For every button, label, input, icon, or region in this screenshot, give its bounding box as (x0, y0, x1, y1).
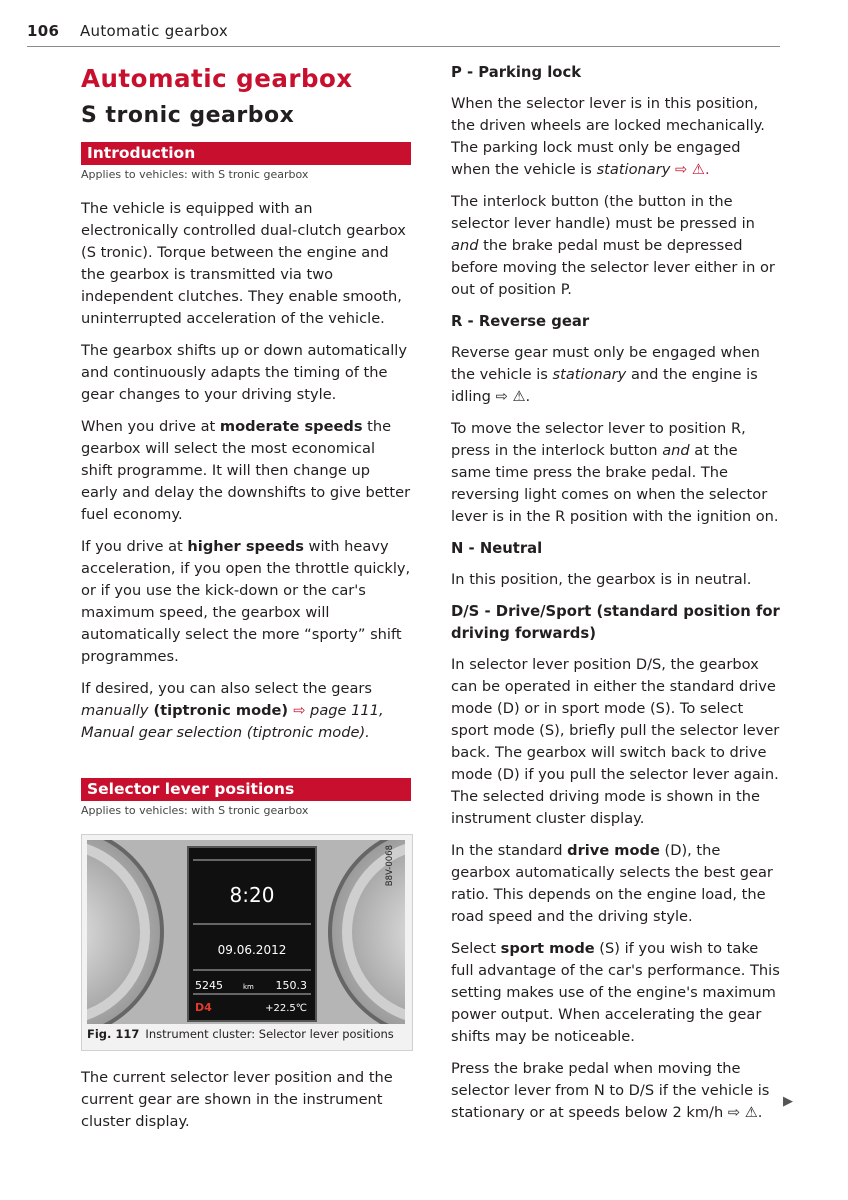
parking-paragraph-1: When the selector lever is in this position, the driven wheels are locked mechanically. The parking lock must only be engaged when the vehicle is stationary ⇨ ⚠. (451, 95, 765, 178)
link-arrow-icon: ⇨ (293, 702, 306, 719)
left-column (81, 62, 411, 1143)
display-odometer: 5245 (195, 979, 223, 992)
display-temperature: +22.5℃ (265, 1003, 307, 1014)
instrument-cluster-image (87, 840, 405, 1024)
drive-paragraph-1: In selector lever position D/S, the gearbox can be operated in either the standard drive mode (D) or in sport mode (S). To select sport mode (S), briefly pull the selector lever back. The gearbox will switch back to drive mode (D) if you pull the selector lever again. The selected driving mode is shown in the instrument cluster display. (451, 656, 780, 827)
intro-paragraph-2: The gearbox shifts up or down automatically and continuously adapts the timing of the gear changes to your driving style. (81, 342, 407, 403)
right-column (451, 62, 781, 1134)
cluster-display (187, 846, 317, 1022)
cross-reference-link[interactable]: page 111, Manual gear selection (tiptronic mode). (81, 702, 384, 741)
display-odometer-unit: km (243, 983, 254, 991)
figure-code: B8V-0068 (385, 845, 395, 887)
intro-paragraph-5: If desired, you can also select the gears manually (tiptronic mode) ⇨ page 111, Manual gear selection (tiptronic mode). (81, 680, 384, 741)
heading-reverse-gear: R - Reverse gear (451, 313, 590, 330)
running-title: Automatic gearbox (80, 22, 229, 40)
display-date: 09.06.2012 (217, 943, 287, 957)
figure-caption: Fig. 117 Instrument cluster: Selector lever positions (87, 1027, 394, 1041)
section-heading-introduction: Introduction (81, 142, 411, 165)
intro-paragraph-3: When you drive at moderate speeds the gearbox will select the most economical shift programme. It will then change up early and delay the downshifts to give better fuel economy. (81, 418, 411, 523)
drive-paragraph-3: Select sport mode (S) if you wish to take full advantage of the car's performance. This setting makes use of the engine's maximum power output. When accelerating the gear shifts may be noticeable. (451, 940, 780, 1045)
figure-117 (81, 834, 413, 1051)
applies-note: Applies to vehicles: with S tronic gearbox (81, 168, 309, 181)
display-gear: D4 (195, 1001, 212, 1014)
section-heading-selector-lever: Selector lever positions (81, 778, 411, 801)
intro-paragraph-4: If you drive at higher speeds with heavy acceleration, if you open the throttle quickly, or if you use the kick-down or the car's maximum speed, the gearbox will automatically select the more “sporty” shift programmes. (81, 538, 411, 665)
heading-drive-sport: D/S - Drive/Sport (standard position for driving forwards) (451, 603, 780, 642)
display-time: 8:20 (229, 883, 275, 907)
after-figure-paragraph: The current selector lever position and the current gear are shown in the instrument cluster display. (81, 1069, 393, 1130)
display-trip: 150.3 (275, 979, 307, 992)
page-number: 106 (27, 22, 60, 40)
applies-note-2: Applies to vehicles: with S tronic gearbox (81, 804, 309, 817)
heading-neutral: N - Neutral (451, 540, 543, 557)
chapter-title: Automatic gearbox (81, 64, 353, 93)
continue-arrow-icon: ▶ (783, 1094, 793, 1109)
reverse-paragraph-2: To move the selector lever to position R, press in the interlock button and at the same time press the brake pedal. The reversing light comes on when the selector lever is in the R position with the ignition on. (451, 420, 779, 525)
drive-paragraph-2: In the standard drive mode (D), the gearbox automatically selects the best gear ratio. This depends on the engine load, the road speed and the driving style. (451, 842, 773, 925)
parking-paragraph-2: The interlock button (the button in the selector lever handle) must be pressed in and the brake pedal must be depressed before moving the selector lever either in or out of position P. (451, 193, 775, 298)
intro-paragraph-1: The vehicle is equipped with an electronically controlled dual-clutch gearbox (S tronic). Torque between the engine and the gearbox is transmitted via two independent clutches. They enable smooth, uninterrupted acceleration of the vehicle. (81, 200, 406, 327)
page-header (27, 22, 780, 47)
reverse-paragraph-1: Reverse gear must only be engaged when the vehicle is stationary and the engine is idling ⇨ ⚠. (451, 344, 760, 405)
drive-paragraph-4: Press the brake pedal when moving the selector lever from N to D/S if the vehicle is stationary or at speeds below 2 km/h ⇨ ⚠. (451, 1060, 770, 1121)
heading-parking-lock: P - Parking lock (451, 64, 582, 81)
neutral-paragraph: In this position, the gearbox is in neutral. (451, 571, 752, 588)
warning-icon: ⇨ ⚠. (670, 161, 710, 178)
chapter-subtitle: S tronic gearbox (81, 103, 295, 128)
